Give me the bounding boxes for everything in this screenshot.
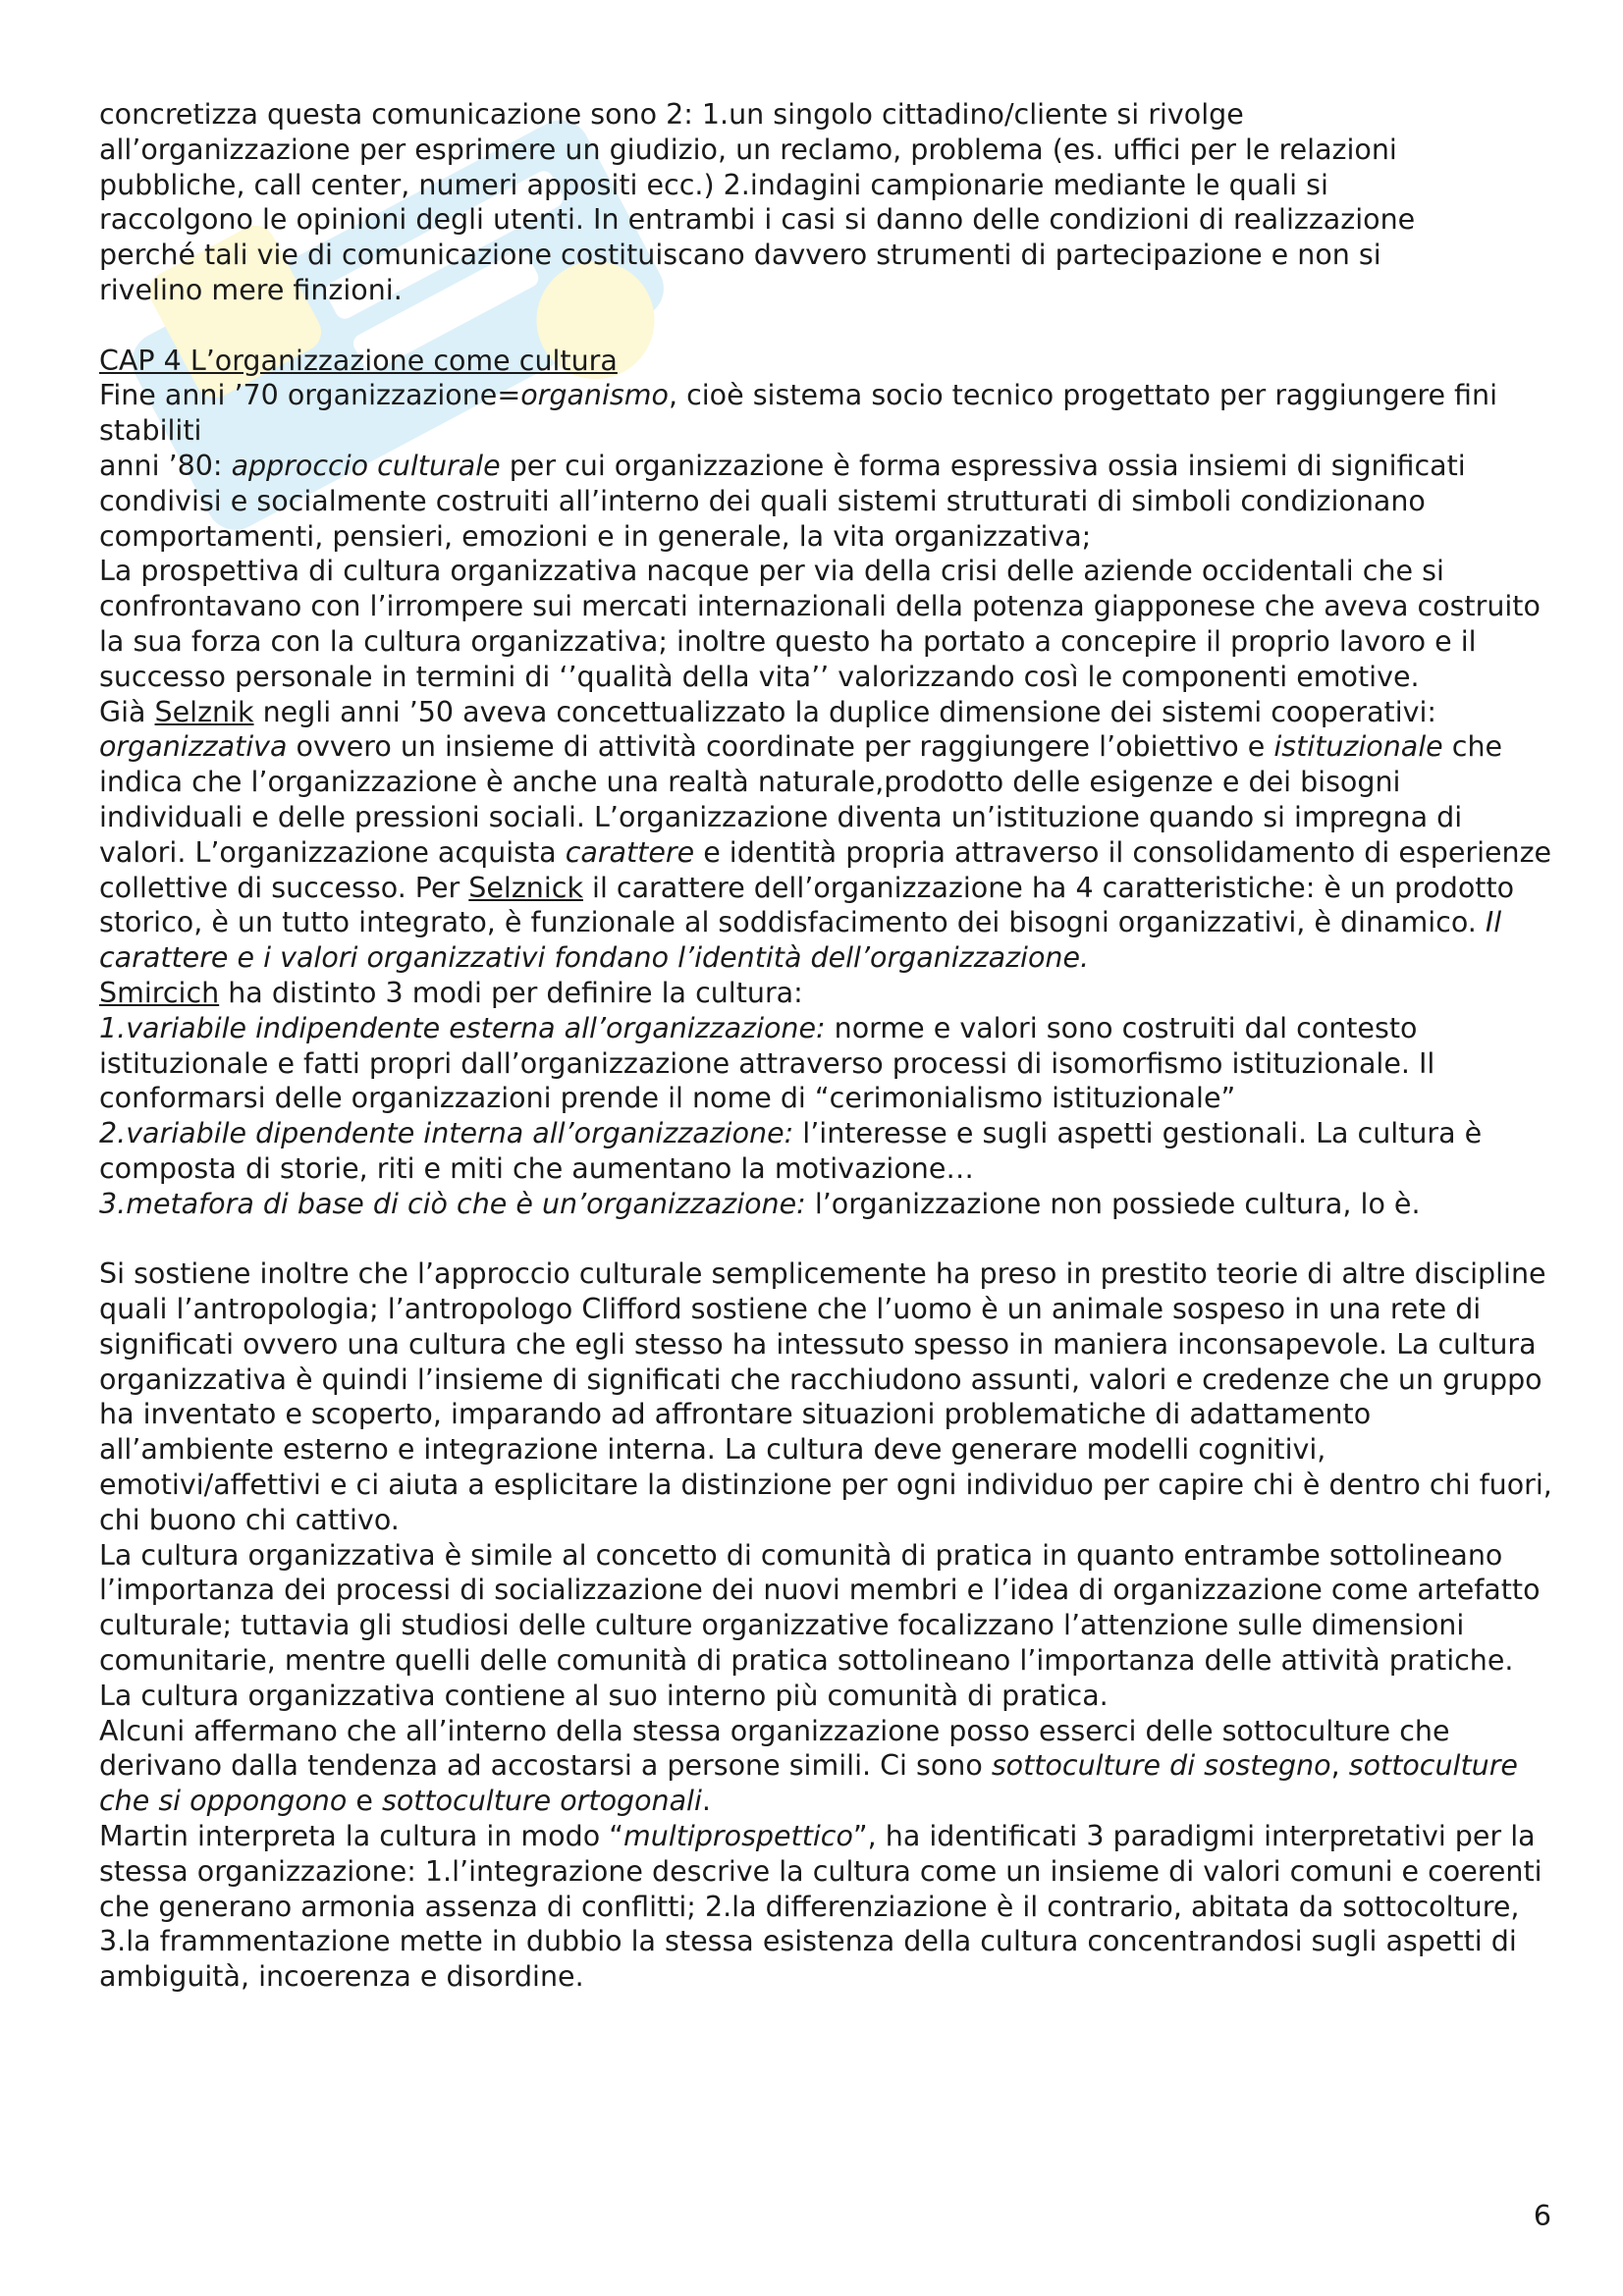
text-run: Si sostiene inoltre che l’approccio culturale semplicemente ha preso in prestito teorie di altre discipline quali l’antropologia; l’antropologo Clifford sostiene che l’uomo è un animale sospeso in una rete di significati ovvero una cultura che egli stesso ha intessuto spesso in maniera inconsapevole. La cultura organizzativa è quindi l’insieme di significati che racchiudono assunti, valori e credenze che un gruppo ha inventato e scoperto, imparando ad affrontare situazioni problematiche di adattamento all’ambiente esterno e integrazione interna. La cultura deve generare modelli cognitivi, emotivi/affettivi e ci aiuta a esplicitare la distinzione per ogni individuo per capire chi è dentro chi fuori, chi buono chi cattivo. <box>99 1257 1552 1536</box>
underlined-text: Smircich <box>99 976 220 1009</box>
text-run: Già <box>99 695 155 728</box>
paragraph-comunita-pratica <box>99 1538 1552 1714</box>
page-number: 6 <box>1533 2200 1551 2232</box>
italic-text: carattere <box>565 835 695 869</box>
text-run: e identità propria attraverso il consolidamento di esperienze collettive di successo. Per <box>99 835 1552 904</box>
underlined-text: Selznick <box>468 871 583 904</box>
paragraph-gap <box>99 308 1552 344</box>
text-run: il carattere dell’organizzazione ha 4 caratteristiche: è un prodotto storico, è un tutto integrato, è funzionale al soddisfacimento dei bisogni organizzativi, è dinamico. <box>99 871 1515 939</box>
text-run: negli anni ’50 aveva concettualizzato la duplice dimensione dei sistemi cooperativi: <box>253 695 1437 728</box>
text-line: pubbliche, call center, numeri appositi ecc.) 2.indagini campionarie mediante le quali si <box>99 168 1328 201</box>
paragraph-anni-80 <box>99 449 1552 554</box>
text-line: perché tali vie di comunicazione costituiscano davvero strumenti di partecipazione e non si <box>99 239 1381 272</box>
underlined-text: Selznik <box>154 695 254 728</box>
italic-text: organismo <box>520 379 669 412</box>
list-item-mode-1 <box>99 1011 1552 1116</box>
italic-text: 3.metafora di base di ciò che è un’organizzazione: <box>99 1187 806 1220</box>
text-run: l’organizzazione non possiede cultura, lo è. <box>805 1187 1421 1220</box>
paragraph-intro <box>99 97 1552 308</box>
text-run: Fine anni ’70 organizzazione= <box>99 379 521 412</box>
text-run: e <box>347 1785 382 1818</box>
italic-text: Il carattere e i valori organizzativi fondano l’identità dell’organizzazione. <box>99 906 1502 975</box>
text-run: , <box>1330 1749 1349 1783</box>
text-run: ovvero un insieme di attività coordinate per raggiungere l’obiettivo e <box>287 730 1274 764</box>
italic-text: istituzionale <box>1273 730 1443 764</box>
paragraph-smircich <box>99 976 1552 1011</box>
italic-text: approccio culturale <box>231 449 501 482</box>
paragraph-gap <box>99 1222 1552 1257</box>
italic-text: multiprospettico <box>622 1820 853 1853</box>
paragraph-martin <box>99 1819 1552 1995</box>
paragraph-prospettiva <box>99 554 1552 694</box>
text-run: anni ’80: <box>99 449 232 482</box>
paragraph-selznik <box>99 695 1552 976</box>
text-run: La prospettiva di cultura organizzativa nacque per via della crisi delle aziende occidentali che si confrontavano con l’irrompere sui mercati internazionali della potenza giapponese che aveva costruito la sua forza con la cultura organizzativa; inoltre questo ha portato a concepire il proprio lavoro e il successo personale in termini di ‘’qualità della vita’’ valorizzando così le componenti emotive. <box>99 555 1541 693</box>
text-line: concretizza questa comunicazione sono 2: 1.un singolo cittadino/cliente si rivolge <box>99 98 1244 131</box>
body-text <box>99 97 1552 1995</box>
italic-text: sottoculture ortogonali <box>381 1785 702 1818</box>
chapter-heading-text: CAP 4 L’organizzazione come cultura <box>99 344 618 377</box>
text-run: ”, ha identificati 3 paradigmi interpretativi per la stessa organizzazione: 1.l’integrazione descrive la cultura come un insieme di valori comuni e coerenti che generano armonia assenza di conflitti; 2.la differenziazione è il contrario, abitata da sottocolture, 3.la frammentazione mette in dubbio la stessa esistenza della cultura concentrandosi sugli aspetti di ambiguità, incoerenza e disordine. <box>99 1820 1542 1994</box>
paragraph-sottoculture <box>99 1714 1552 1819</box>
italic-text: sottoculture di sostegno <box>991 1749 1331 1783</box>
paragraph-antropologia <box>99 1256 1552 1537</box>
text-run: , cioè sistema socio tecnico progettato per raggiungere fini stabiliti <box>99 379 1497 448</box>
list-item-mode-3 <box>99 1187 1552 1222</box>
text-run: La cultura organizzativa è simile al concetto di comunità di pratica in quanto entrambe sottolineano l’importanza dei processi di socializzazione dei nuovi membri e l’idea di organizzazione come artefatto culturale; tuttavia gli studiosi delle culture organizzative focalizzano l’attenzione sulle dimensioni comunitarie, mentre quelli delle comunità di pratica sottolineano l’importanza delle attività pratiche. La cultura organizzativa contiene al suo interno più comunità di pratica. <box>99 1538 1541 1712</box>
paragraph-organismo <box>99 378 1552 449</box>
italic-text: 2.variabile dipendente interna all’organizzazione: <box>99 1117 794 1150</box>
italic-text: 1.variabile indipendente esterna all’organizzazione: <box>99 1011 826 1044</box>
text-line: all’organizzazione per esprimere un giudizio, un reclamo, problema (es. uffici per le relazioni <box>99 133 1397 166</box>
text-run: ha distinto 3 modi per definire la cultura: <box>219 976 803 1009</box>
text-run: norme e valori sono costruiti dal contesto istituzionale e fatti propri dall’organizzazione attraverso processi di isomorfismo istituzionale. Il conformarsi delle organizzazioni prende il nome di “cerimonialismo istituzionale” <box>99 1011 1435 1115</box>
text-line: rivelino mere finzioni. <box>99 273 403 306</box>
italic-text: organizzativa <box>99 730 288 764</box>
text-run: per cui organizzazione è forma espressiva ossia insiemi di significati condivisi e socialmente costruiti all’interno dei quali sistemi strutturati di simboli condizionano comportamenti, pensieri, emozioni e in generale, la vita organizzativa; <box>99 449 1466 553</box>
italic-text: sottoculture che si oppongono <box>99 1749 1518 1818</box>
text-run: che indica che l’organizzazione è anche una realtà naturale,prodotto delle esigenze e dei bisogni individuali e delle pressioni sociali. L’organizzazione diventa un’istituzione quando si impregna di valori. L’organizzazione acquista <box>99 730 1503 869</box>
chapter-heading <box>99 344 1552 379</box>
text-run: Alcuni affermano che all’interno della stessa organizzazione posso esserci delle sottoculture che derivano dalla tendenza ad accostarsi a persone simili. Ci sono <box>99 1714 1450 1783</box>
text-run: l’interesse e sugli aspetti gestionali. La cultura è composta di storie, riti e miti che aumentano la motivazione… <box>99 1117 1483 1185</box>
list-item-mode-2 <box>99 1116 1552 1187</box>
text-line: raccolgono le opinioni degli utenti. In entrambi i casi si danno delle condizioni di realizzazione <box>99 203 1416 237</box>
text-run: Martin interpreta la cultura in modo “ <box>99 1820 623 1853</box>
text-run: . <box>701 1785 711 1818</box>
